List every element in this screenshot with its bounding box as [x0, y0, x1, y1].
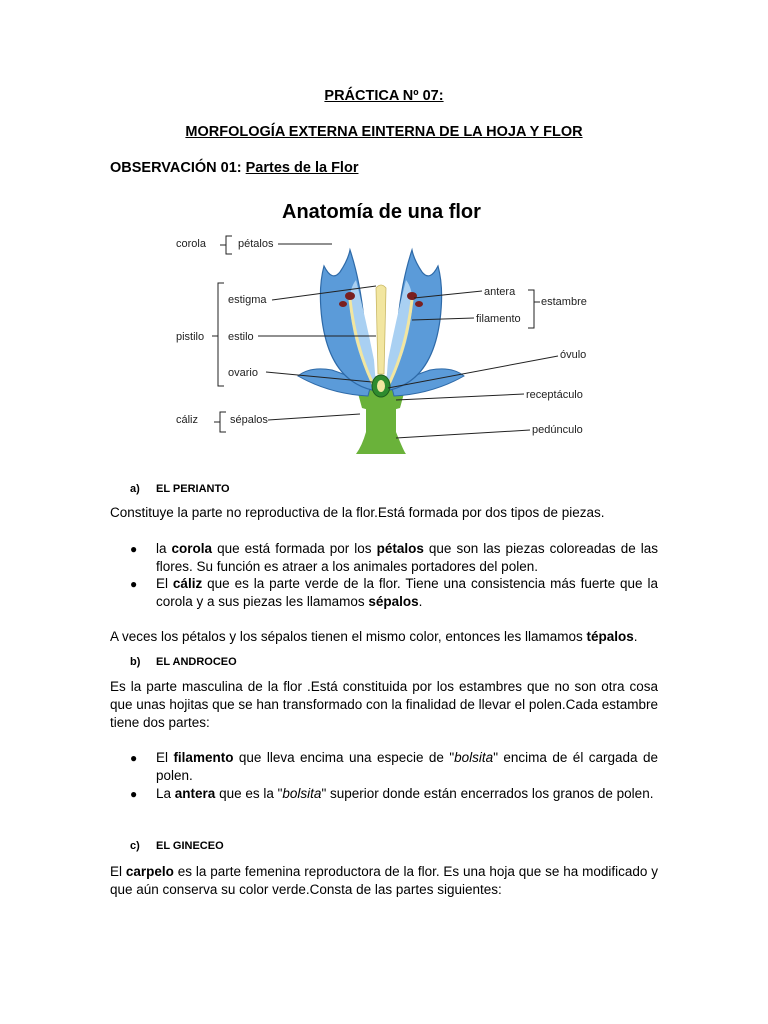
observation-heading	[110, 160, 358, 176]
observation-label: OBSERVACIÓN 01:	[110, 160, 242, 176]
label-filamento: filamento	[476, 313, 521, 325]
page-subtitle: MORFOLOGÍA EXTERNA EINTERNA DE LA HOJA Y FLOR	[185, 124, 583, 140]
label-estigma: estigma	[228, 294, 267, 306]
label-petalos: pétalos	[238, 238, 274, 250]
label-ovulo: óvulo	[560, 349, 587, 361]
section-b-letter: b)	[130, 656, 141, 668]
label-estambre: estambre	[541, 296, 587, 308]
bullet-icon: ●	[130, 787, 138, 801]
section-c-title: EL GINECEO	[156, 840, 224, 852]
label-corola: corola	[176, 238, 206, 250]
section-c-text: El carpelo es la parte femenina reproductora de la flor. Es una hoja que se ha modificado y que aún conserva su color verde.Consta de las partes siguientes:	[110, 864, 658, 897]
section-a-letter: a)	[130, 483, 140, 495]
ovule-shape	[377, 380, 385, 392]
list-item-text: El cáliz que es la parte verde de la flor. Tiene una consistencia más fuerte que la corola y a sus piezas les llamamos sépalos.	[156, 576, 658, 609]
section-a-intro: Constituye la parte no reproductiva de la flor.Está formada por dos tipos de piezas.	[110, 505, 605, 520]
bullet-icon: ●	[130, 542, 138, 556]
label-receptaculo: receptáculo	[526, 389, 583, 401]
label-pedunculo: pedúnculo	[532, 424, 583, 436]
section-b-intro: Es la parte masculina de la flor .Está constituida por los estambres que no son otra cosa que unas hojitas que se han transformado con la finalidad de llevar el polen.Cada estambre tiene dos partes:	[110, 679, 658, 730]
style-shape	[376, 285, 386, 374]
page-title: PRÁCTICA Nº 07:	[324, 88, 444, 104]
bullet-icon: ●	[130, 577, 138, 591]
list-item	[130, 575, 658, 611]
list-item-text: la corola que está formada por los pétalos que son las piezas coloreadas de las flores. Su función es atraer a los animales portadores del polen.	[156, 541, 658, 574]
anther-right-shape	[407, 292, 417, 300]
diagram-title: Anatomía de una flor	[282, 201, 481, 223]
list-item	[130, 785, 658, 803]
anther-right2-shape	[415, 301, 423, 307]
label-caliz: cáliz	[176, 414, 199, 426]
anther-left2-shape	[339, 301, 347, 307]
list-item-text: El filamento que lleva encima una especie de "bolsita" encima de él cargada de polen.	[156, 750, 658, 783]
observation-topic: Partes de la Flor	[245, 160, 359, 176]
section-a-note: A veces los pétalos y los sépalos tienen el mismo color, entonces les llamamos tépalos.	[110, 629, 638, 644]
section-a-heading	[130, 483, 230, 495]
section-c-letter: c)	[130, 840, 140, 852]
list-item-text: La antera que es la "bolsita" superior donde están encerrados los granos de polen.	[156, 786, 654, 801]
label-ovario: ovario	[228, 367, 258, 379]
anther-left-shape	[345, 292, 355, 300]
label-pistilo: pistilo	[176, 331, 205, 343]
section-b-heading	[130, 656, 237, 668]
label-estilo: estilo	[228, 331, 254, 343]
section-b-title: EL ANDROCEO	[156, 656, 237, 668]
label-sepalos: sépalos	[230, 414, 268, 426]
section-a-title: EL PERIANTO	[156, 483, 230, 495]
list-item	[130, 540, 658, 576]
list-item	[130, 749, 658, 785]
label-antera: antera	[484, 286, 516, 298]
flower-anatomy-diagram	[160, 190, 610, 465]
section-c-heading	[130, 840, 224, 852]
bullet-icon: ●	[130, 751, 138, 765]
